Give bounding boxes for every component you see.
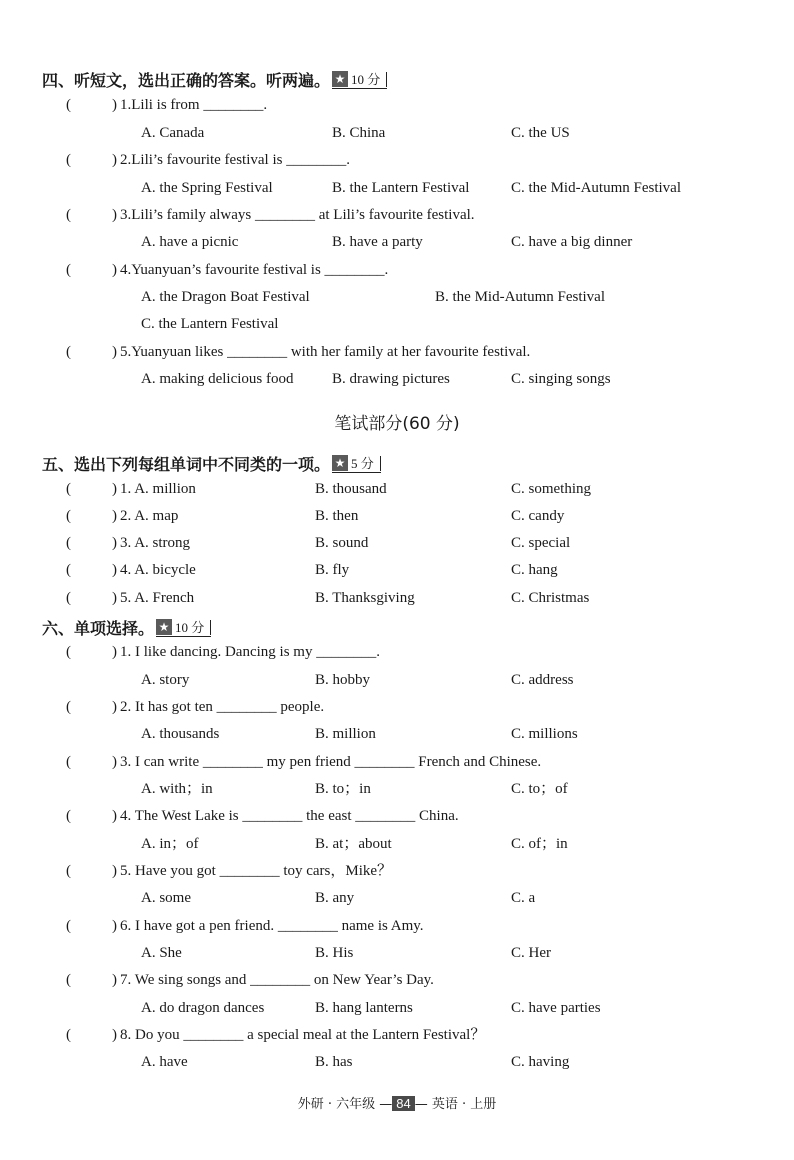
page-number: 84 <box>392 1096 414 1111</box>
option-c: C. Christmas <box>511 590 590 606</box>
choice-question-1: ( ) 1. I like dancing. Dancing is my ________. <box>66 644 380 660</box>
option-a: A. thousands <box>141 726 220 742</box>
option-c: C. a <box>511 890 536 906</box>
option-b: B. the Mid-Autumn Festival <box>435 289 605 305</box>
option-a: A. in；of <box>141 836 199 852</box>
option-b: B. to；in <box>315 781 371 797</box>
choice-question-5: ( ) 5. Have you got ________ toy cars，Mike？ <box>66 863 393 879</box>
option-b: B. million <box>315 726 376 742</box>
choice-question-6: ( ) 6. I have got a pen friend. ________ name is Amy. <box>66 918 424 934</box>
option-b: B. has <box>315 1054 353 1070</box>
listening-question-4: ( ) 4.Yuanyuan’s favourite festival is ________. <box>66 262 389 278</box>
star-icon: ★ <box>332 455 348 471</box>
option-a: A. have a picnic <box>141 234 239 250</box>
score-badge: ★ 5 分 <box>332 455 381 473</box>
option-c: C. to；of <box>511 781 568 797</box>
choice-question-7: ( ) 7. We sing songs and ________ on New Year’s Day. <box>66 972 434 988</box>
option-a: A. story <box>141 672 190 688</box>
choice-question-4: ( ) 4. The West Lake is ________ the east ________ China. <box>66 808 459 824</box>
written-part-title: 笔试部分(60 分) <box>334 414 460 434</box>
option-b: B. China <box>332 125 386 141</box>
star-icon: ★ <box>332 71 348 87</box>
option-a: A. Canada <box>141 125 205 141</box>
option-b: B. His <box>315 945 354 961</box>
option-b: B. thousand <box>315 481 387 497</box>
option-b: B. then <box>315 508 359 524</box>
odd-one-out-question-4: ( ) 4. A. bicycle <box>66 562 196 578</box>
option-c: C. singing songs <box>511 371 611 387</box>
listening-question-5: ( ) 5.Yuanyuan likes ________ with her family at her favourite festival. <box>66 344 531 360</box>
section-4-heading: 四、听短文，选出正确的答案。听两遍。 ★ 10 分 <box>42 68 387 91</box>
option-b: B. hang lanterns <box>315 1000 413 1016</box>
option-a: A. the Dragon Boat Festival <box>141 289 310 305</box>
listening-question-2: ( ) 2.Lili’s favourite festival is ________. <box>66 152 350 168</box>
option-a: A. the Spring Festival <box>141 180 273 196</box>
score-badge: ★ 10 分 <box>156 619 211 637</box>
option-a: A. making delicious food <box>141 371 294 387</box>
score-badge: ★ 10 分 <box>332 71 387 89</box>
option-b: B. have a party <box>332 234 423 250</box>
option-b: B. the Lantern Festival <box>332 180 470 196</box>
option-a: A. some <box>141 890 191 906</box>
odd-one-out-question-1: ( ) 1. A. million <box>66 481 196 497</box>
option-a: A. do dragon dances <box>141 1000 265 1016</box>
option-c: C. the US <box>511 125 570 141</box>
option-c: C. of；in <box>511 836 568 852</box>
choice-question-3: ( ) 3. I can write ________ my pen friend ________ French and Chinese. <box>66 754 542 770</box>
page-footer: 外研 · 六年级 — 84 — 英语 · 上册 <box>297 1096 497 1112</box>
listening-question-3: ( ) 3.Lili’s family always ________ at Lili’s favourite festival. <box>66 207 475 223</box>
odd-one-out-question-2: ( ) 2. A. map <box>66 508 179 524</box>
option-c: C. the Mid-Autumn Festival <box>511 180 681 196</box>
option-b: B. hobby <box>315 672 371 688</box>
option-c: C. having <box>511 1054 570 1070</box>
section-6-heading: 六、单项选择。 ★ 10 分 <box>42 616 211 639</box>
option-c: C. candy <box>511 508 565 524</box>
option-b: B. fly <box>315 562 350 578</box>
option-c: C. special <box>511 535 571 551</box>
section-5-heading: 五、选出下列每组单词中不同类的一项。 ★ 5 分 <box>42 452 381 475</box>
option-b: B. Thanksgiving <box>315 590 415 606</box>
star-icon: ★ <box>156 619 172 635</box>
option-b: B. drawing pictures <box>332 371 450 387</box>
option-b: B. sound <box>315 535 369 551</box>
option-c: C. address <box>511 672 574 688</box>
option-c: C. the Lantern Festival <box>141 316 279 332</box>
option-a: A. She <box>141 945 182 961</box>
option-c: C. millions <box>511 726 578 742</box>
odd-one-out-question-3: ( ) 3. A. strong <box>66 535 191 551</box>
option-c: C. have a big dinner <box>511 234 633 250</box>
option-c: C. something <box>511 481 592 497</box>
option-b: B. at；about <box>315 836 392 852</box>
option-a: A. with；in <box>141 781 213 797</box>
option-c: C. have parties <box>511 1000 601 1016</box>
choice-question-2: ( ) 2. It has got ten ________ people. <box>66 699 325 715</box>
listening-question-1: ( ) 1.Lili is from ________. <box>66 97 268 113</box>
option-b: B. any <box>315 890 355 906</box>
choice-question-8: ( ) 8. Do you ________ a special meal at the Lantern Festival？ <box>66 1027 486 1043</box>
odd-one-out-question-5: ( ) 5. A. French <box>66 590 195 606</box>
option-c: C. hang <box>511 562 558 578</box>
option-a: A. have <box>141 1054 188 1070</box>
option-c: C. Her <box>511 945 551 961</box>
